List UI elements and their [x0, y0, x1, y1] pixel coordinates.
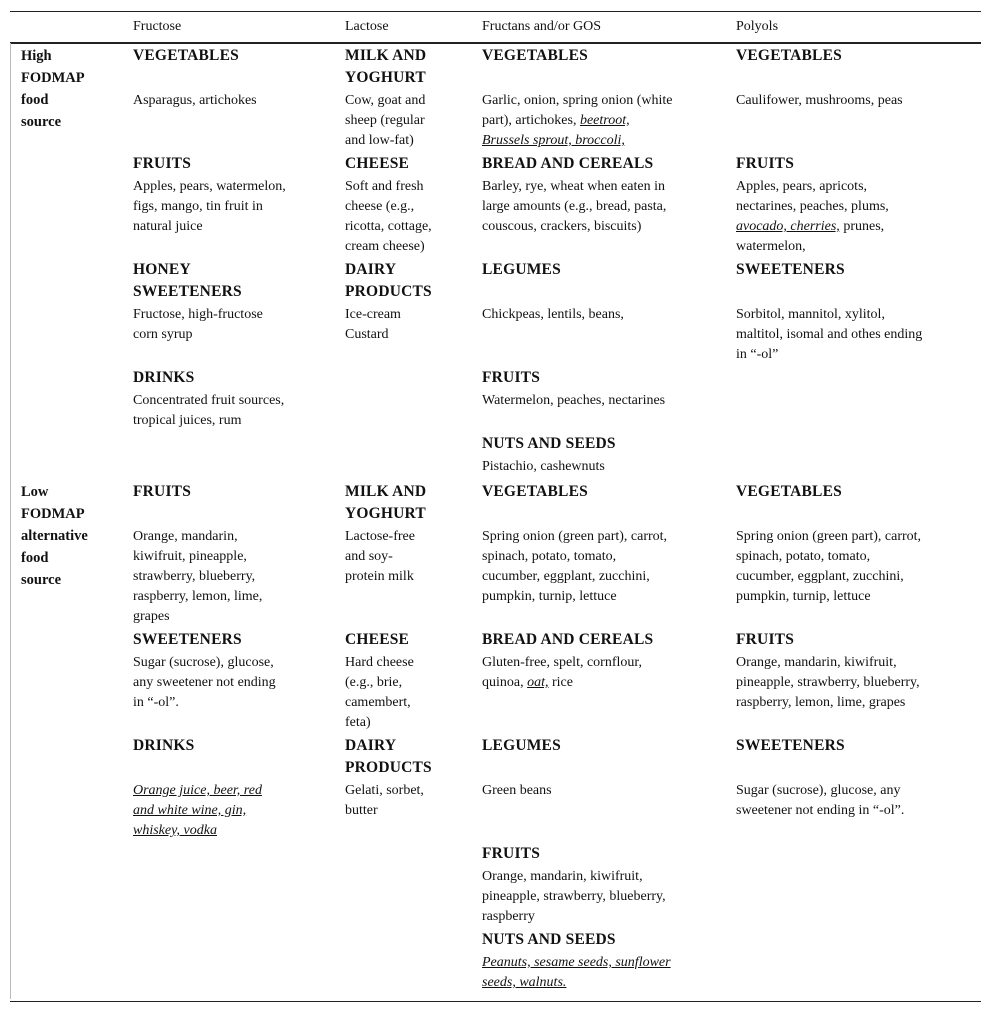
food-list — [482, 653, 642, 693]
food-list — [482, 527, 667, 607]
row-label-line: FODMAP — [21, 70, 85, 86]
food-line: Chickpeas, lentils, beans, — [482, 307, 624, 322]
food-line: Peanuts, sesame seeds, sunflower — [482, 955, 671, 970]
food-line: cucumber, eggplant, zucchini, — [736, 569, 904, 584]
food-line: figs, mango, tin fruit in — [133, 199, 263, 214]
food-line: in “-ol” — [736, 347, 779, 362]
category-title: FRUITS — [736, 155, 795, 172]
food-line: Lactose-free — [345, 529, 415, 544]
category-title: NUTS AND SEEDS — [482, 931, 616, 948]
title-line: PRODUCTS — [345, 283, 432, 300]
food-line: Sugar (sucrose), glucose, — [133, 655, 274, 670]
food-line: Orange juice, beer, red — [133, 783, 262, 798]
food-line: sheep (regular — [345, 113, 425, 128]
title-line: DAIRY — [345, 261, 397, 278]
table-left-border — [10, 43, 11, 999]
food-line: Asparagus, artichokes — [133, 93, 257, 108]
food-line: Hard cheese — [345, 655, 414, 670]
food-list — [482, 391, 665, 411]
food-line: sweetener not ending in “-ol”. — [736, 803, 905, 818]
category-title: FRUITS — [736, 631, 795, 648]
category-title: VEGETABLES — [736, 47, 842, 64]
food-line: large amounts (e.g., bread, pasta, — [482, 199, 667, 214]
category-title: SWEETENERS — [736, 737, 845, 754]
category-title: VEGETABLES — [482, 47, 588, 64]
row-label-line: food — [21, 550, 49, 566]
food-list — [482, 781, 552, 801]
food-text-emphasis: avocado, cherries, — [736, 219, 840, 234]
category-title — [133, 259, 242, 303]
food-line: spinach, potato, tomato, — [736, 549, 871, 564]
category-title: FRUITS — [482, 845, 541, 862]
food-text-emphasis: oat, — [527, 675, 549, 690]
food-list — [133, 91, 257, 111]
row-label-high — [21, 45, 85, 133]
food-list — [736, 653, 920, 713]
food-line: Spring onion (green part), carrot, — [736, 529, 922, 544]
food-line — [736, 217, 889, 237]
food-line: Sugar (sucrose), glucose, any — [736, 783, 901, 798]
food-list — [736, 781, 904, 821]
food-list — [345, 305, 401, 345]
food-line: maltitol, isomal and othes ending — [736, 327, 923, 342]
food-line: Fructose, high-fructose — [133, 307, 263, 322]
category-title — [345, 735, 432, 779]
food-line: Watermelon, peaches, nectarines — [482, 393, 666, 408]
food-line: Caulifower, mushrooms, peas — [736, 93, 903, 108]
category-title: SWEETENERS — [736, 261, 845, 278]
food-list — [736, 91, 903, 111]
category-title: FRUITS — [133, 483, 192, 500]
food-list — [482, 177, 666, 237]
food-line: spinach, potato, tomato, — [482, 549, 617, 564]
food-line: protein milk — [345, 569, 414, 584]
food-line: pineapple, strawberry, blueberry, — [736, 675, 920, 690]
food-line: Orange, mandarin, kiwifruit, — [736, 655, 897, 670]
food-line: raspberry, lemon, lime, grapes — [736, 695, 906, 710]
row-label-line: FODMAP — [21, 506, 85, 522]
category-title: FRUITS — [133, 155, 192, 172]
food-line: cheese (e.g., — [345, 199, 415, 214]
food-line: Soft and fresh — [345, 179, 424, 194]
category-title: FRUITS — [482, 369, 541, 386]
title-line: PRODUCTS — [345, 759, 432, 776]
food-list — [736, 527, 921, 607]
header-fructose: Fructose — [133, 19, 182, 34]
category-title: CHEESE — [345, 631, 410, 648]
food-line: Apples, pears, apricots, — [736, 179, 868, 194]
food-line: watermelon, — [736, 239, 806, 254]
food-line: Barley, rye, wheat when eaten in — [482, 179, 665, 194]
food-list — [345, 91, 425, 151]
food-list — [345, 177, 432, 257]
header-lactose: Lactose — [345, 19, 389, 34]
food-list — [482, 457, 605, 477]
food-line: nectarines, peaches, plums, — [736, 199, 889, 214]
food-line: camembert, — [345, 695, 411, 710]
food-line: couscous, crackers, biscuits) — [482, 219, 642, 234]
food-line: pineapple, strawberry, blueberry, — [482, 889, 666, 904]
food-line: and white wine, gin, — [133, 803, 247, 818]
category-title: DRINKS — [133, 737, 195, 754]
food-line: Gluten-free, spelt, cornflour, — [482, 655, 642, 670]
food-list — [482, 953, 671, 993]
food-line: pumpkin, turnip, lettuce — [482, 589, 617, 604]
category-title: LEGUMES — [482, 261, 561, 278]
food-line: Sorbitol, mannitol, xylitol, — [736, 307, 885, 322]
food-line: pumpkin, turnip, lettuce — [736, 589, 871, 604]
food-line: Orange, mandarin, — [133, 529, 238, 544]
food-line: ricotta, cottage, — [345, 219, 432, 234]
food-text: part), artichokes, — [482, 113, 580, 128]
food-line: grapes — [133, 609, 170, 624]
category-title — [345, 481, 426, 525]
food-line: Concentrated fruit sources, — [133, 393, 285, 408]
food-list — [133, 781, 262, 841]
header-fructans-gos: Fructans and/or GOS — [482, 19, 601, 34]
food-line: and low-fat) — [345, 133, 414, 148]
food-line: any sweetener not ending — [133, 675, 276, 690]
food-line: seeds, walnuts. — [482, 975, 567, 990]
food-list — [345, 527, 415, 587]
category-title: SWEETENERS — [133, 631, 242, 648]
food-list — [482, 305, 624, 325]
food-line — [482, 673, 642, 693]
category-title: VEGETABLES — [482, 483, 588, 500]
food-list — [482, 91, 673, 151]
food-line: Pistachio, cashewnuts — [482, 459, 605, 474]
food-line: (e.g., brie, — [345, 675, 403, 690]
header-rule — [10, 42, 981, 44]
food-line: kiwifruit, pineapple, — [133, 549, 247, 564]
food-line: natural juice — [133, 219, 203, 234]
row-label-line: source — [21, 114, 62, 130]
food-line: Green beans — [482, 783, 552, 798]
category-title: NUTS AND SEEDS — [482, 435, 616, 452]
food-list — [133, 177, 286, 237]
food-line: and soy- — [345, 549, 393, 564]
food-line: whiskey, vodka — [133, 823, 217, 838]
food-line: Cow, goat and — [345, 93, 426, 108]
food-line: Spring onion (green part), carrot, — [482, 529, 668, 544]
title-line: HONEY — [133, 261, 191, 278]
row-label-line: alternative — [21, 528, 88, 544]
food-list — [345, 653, 414, 733]
food-list — [133, 527, 262, 627]
title-line: MILK AND — [345, 483, 427, 500]
food-line: Apples, pears, watermelon, — [133, 179, 286, 194]
food-text: rice — [548, 675, 573, 690]
food-list — [482, 867, 666, 927]
food-list — [133, 653, 276, 713]
food-text-emphasis: beetroot, — [579, 113, 630, 128]
food-list — [133, 305, 263, 345]
row-label-line: source — [21, 572, 62, 588]
category-title — [345, 259, 432, 303]
row-label-line: High — [21, 48, 52, 64]
food-line: strawberry, blueberry, — [133, 569, 256, 584]
category-title: BREAD AND CEREALS — [482, 631, 654, 648]
food-list — [133, 391, 284, 431]
food-text: quinoa, — [482, 675, 528, 690]
category-title — [345, 45, 426, 89]
header-polyols: Polyols — [736, 19, 779, 34]
food-line: corn syrup — [133, 327, 193, 342]
food-line: cream cheese) — [345, 239, 425, 254]
food-line: feta) — [345, 715, 371, 730]
food-line: raspberry, lemon, lime, — [133, 589, 263, 604]
category-title: BREAD AND CEREALS — [482, 155, 654, 172]
food-line: cucumber, eggplant, zucchini, — [482, 569, 650, 584]
food-line: Ice-cream — [345, 307, 401, 322]
category-title: CHEESE — [345, 155, 410, 172]
food-line: tropical juices, rum — [133, 413, 242, 428]
title-line: YOGHURT — [345, 505, 426, 522]
food-line: butter — [345, 803, 378, 818]
title-line: SWEETENERS — [133, 283, 242, 300]
food-line: Orange, mandarin, kiwifruit, — [482, 869, 643, 884]
food-list — [345, 781, 424, 821]
category-title: LEGUMES — [482, 737, 561, 754]
food-line: raspberry — [482, 909, 535, 924]
food-line: Garlic, onion, spring onion (white — [482, 93, 673, 108]
row-label-low — [21, 481, 88, 591]
title-line: MILK AND — [345, 47, 427, 64]
row-label-line: food — [21, 92, 49, 108]
category-title: VEGETABLES — [736, 483, 842, 500]
title-line: DAIRY — [345, 737, 397, 754]
row-label-line: Low — [21, 484, 49, 500]
category-title: DRINKS — [133, 369, 195, 386]
food-line: in “-ol”. — [133, 695, 179, 710]
food-line — [482, 111, 673, 131]
food-text: prunes, — [839, 219, 885, 234]
food-list — [736, 305, 922, 365]
food-line: Brussels sprout, broccoli, — [482, 133, 625, 148]
food-list — [736, 177, 889, 257]
title-line: YOGHURT — [345, 69, 426, 86]
category-title: VEGETABLES — [133, 47, 239, 64]
food-line: Gelati, sorbet, — [345, 783, 424, 798]
food-line: Custard — [345, 327, 389, 342]
